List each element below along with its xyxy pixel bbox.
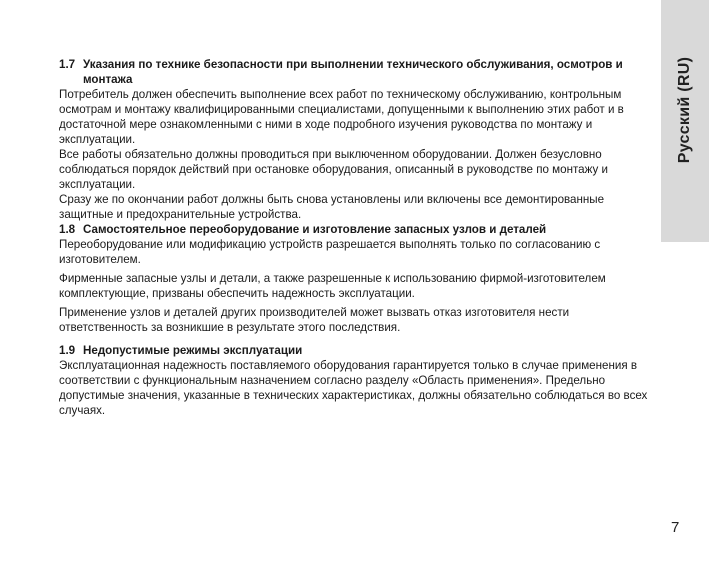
section-heading (59, 343, 655, 358)
paragraph: Фирменные запасные узлы и детали, а также разрешенные к использованию фирмой-изготовителем комплектующие, призваны обеспечить надежность эксплуатации. (59, 272, 606, 300)
section-heading (59, 222, 655, 237)
paragraph: Сразу же по окончании работ должны быть снова установлены или включены все демонтированные защитные и предохранительные устройства. (59, 193, 605, 221)
section-1-8 (59, 222, 655, 335)
section-heading (59, 57, 655, 87)
paragraph: Все работы обязательно должны проводиться при выключенном оборудовании. Должен безусловно соблюдаться порядок действий при остановке оборудования, описанный в руководстве по монтажу и эксплуатации. (59, 148, 608, 191)
section-title: Самостоятельное переоборудование и изготовление запасных узлов и деталей (83, 223, 547, 236)
section-number: 1.9 (59, 344, 76, 357)
section-title: Недопустимые режимы эксплуатации (83, 344, 303, 357)
section-title: Указания по технике безопасности при выполнении технического обслуживания, осмотров и монтажа (83, 58, 623, 86)
section-1-7 (59, 57, 655, 222)
paragraph: Применение узлов и деталей других производителей может вызвать отказ изготовителя нести ответственность за возникшие в результате этого последствия. (59, 306, 570, 334)
section-number: 1.7 (59, 58, 76, 71)
paragraph: Потребитель должен обеспечить выполнение всех работ по техническому обслуживанию, контрольным осмотрам и монтажу квалифицированными специалистами, допущенными к выполнению этих работ и в достаточной мере ознакомленными с ними в ходе подробного изучения руководства по монтажу и эксплуатации. (59, 88, 624, 146)
paragraph: Переоборудование или модификацию устройств разрешается выполнять только по согласованию с изготовителем. (59, 238, 601, 266)
language-tab-label: Русский (RU) (676, 56, 693, 164)
document-body (59, 57, 655, 418)
page-number: 7 (671, 519, 680, 536)
section-number: 1.8 (59, 223, 76, 236)
paragraph: Эксплуатационная надежность поставляемого оборудования гарантируется только в случае применения в соответствии с функциональным назначением согласно разделу «Область применения». Предельно допустимые значения, указанные в технических характеристиках, должны обязательно соблюдаться во всех случаях. (59, 359, 648, 417)
language-tab (661, 0, 709, 242)
section-1-9 (59, 343, 655, 418)
